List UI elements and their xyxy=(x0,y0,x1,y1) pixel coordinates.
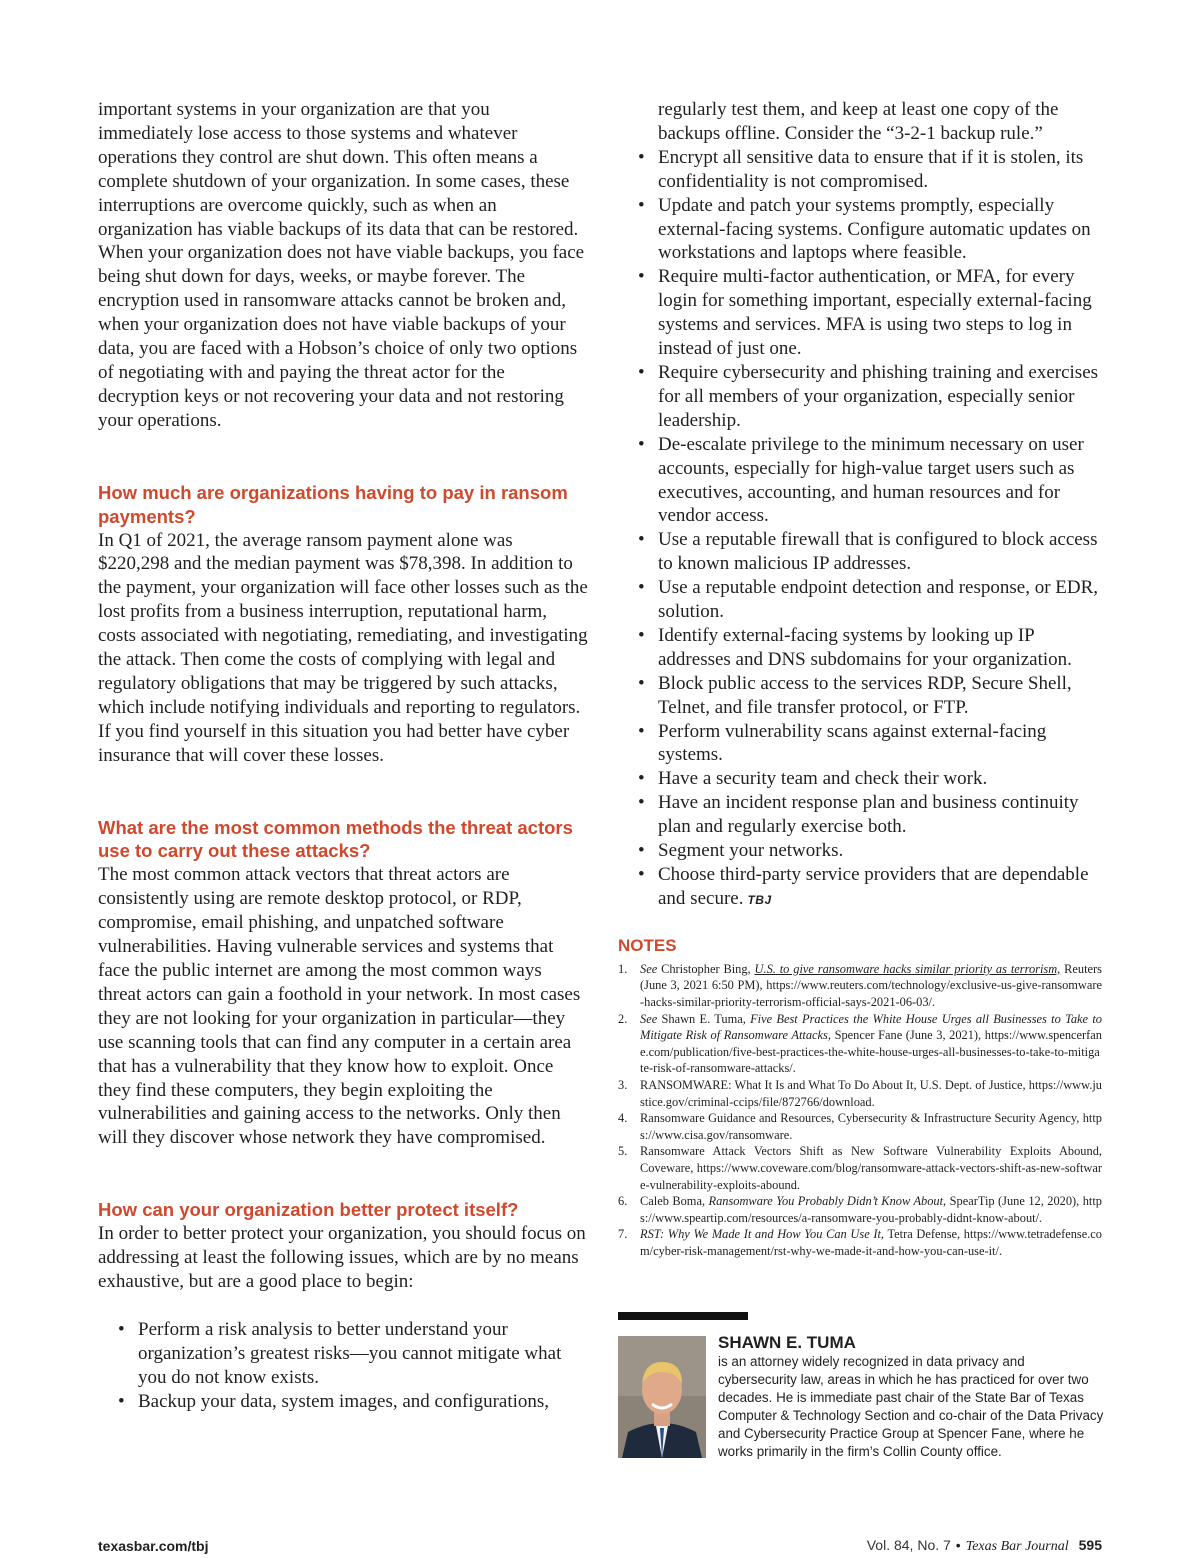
bullet-icon: • xyxy=(638,720,645,742)
note-link[interactable]: https://www.cisa.gov/ransomware. xyxy=(640,1111,1102,1142)
list-item: • Block public access to the services RDP, Secure Shell, Telnet, and file transfer protocol, or FTP. xyxy=(638,672,1072,718)
left-column xyxy=(98,98,588,1414)
author-bio: is an attorney widely recognized in data privacy and cybersecurity law, areas in which he has practiced for over two decades. He is immediate past chair of the State Bar of Texas Computer & Technology Section and co-chair of the Data Privacy and Cybersecurity Practice Group at Spencer Fane, where he works primarily in the firm’s Collin County office. xyxy=(718,1354,1104,1459)
list-item: • Choose third-party service providers that are dependable and secure. TBJ xyxy=(638,864,1089,909)
bullet-icon: • xyxy=(638,672,645,694)
section-heading-ransom-payments: How much are organizations having to pay in ransom payments? xyxy=(98,481,568,527)
list-item: • Perform a risk analysis to better understand your organization’s greatest risks—you cannot mitigate what you do not know exists. xyxy=(118,1318,562,1388)
footer-journal-title: Texas Bar Journal xyxy=(965,1539,1069,1554)
bullet-icon: • xyxy=(638,529,645,551)
note-item: 2. See Shawn E. Tuma, Five Best Practices the White House Urges all Businesses to Take to Mitigate Risk of Ransomware Attacks, Spencer Fane (June 3, 2021), https://www.spencerfane.com/publication/five-best-practices-the-white-house-urges-all-businesses-to-take-to-mitigate-risk-of-ransomware-attacks/. xyxy=(618,1011,1102,1076)
bullet-icon: • xyxy=(638,624,645,646)
note-item: 4. Ransomware Guidance and Resources, Cybersecurity & Infrastructure Security Agency, https://www.cisa.gov/ransomware. xyxy=(618,1111,1102,1142)
bullet-icon: • xyxy=(638,146,645,168)
ransom-payments-paragraph: In Q1 of 2021, the average ransom payment alone was $220,298 and the median payment was $78,398. In addition to the payment, your organization will face other losses such as the lost profits from a business interruption, reputational harm, costs associated with negotiating, remediating, and investigating the attack. Then come the costs of complying with legal and regulatory obligations that may be triggered by such attacks, which include notifying individuals and reporting to regulators. If you find yourself in this situation you had better have cyber insurance that will cover these losses. xyxy=(98,529,588,766)
bullet-icon: • xyxy=(638,194,645,216)
note-link[interactable]: https://www.speartip.com/resources/a-ransomware-you-probably-didnt-know-about/. xyxy=(640,1194,1102,1225)
note-item: 5. Ransomware Attack Vectors Shift as New Software Vulnerability Exploits Abound, Coveware, https://www.coveware.com/blog/ransomware-attack-vectors-shift-as-new-software-vulnerability-exploits-abound. xyxy=(618,1144,1102,1192)
page-number: 595 xyxy=(1078,1537,1102,1553)
note-link[interactable]: https://www.tetradefense.com/cyber-risk-management/rst-why-we-made-it-and-how-you-can-use-it/. xyxy=(640,1227,1102,1258)
list-item: • De-escalate privilege to the minimum necessary on user accounts, especially for high-value target users such as executives, accounting, and human resources and for vendor access. xyxy=(638,433,1084,527)
list-item: • Perform vulnerability scans against external-facing systems. xyxy=(638,720,1047,766)
notes-list xyxy=(618,961,1102,1260)
footer-issue-info xyxy=(867,1537,1102,1555)
note-link[interactable]: https://www.justice.gov/criminal-ccips/file/872766/download. xyxy=(640,1077,1102,1109)
footer-separator: • xyxy=(955,1537,961,1553)
note-item: 6. Caleb Boma, Ransomware You Probably Didn’t Know About, SpearTip (June 12, 2020), https://www.speartip.com/resources/a-ransomware-you-probably-didnt-know-about/. xyxy=(618,1194,1102,1225)
list-item: • Encrypt all sensitive data to ensure that if it is stolen, its confidentiality is not compromised. xyxy=(638,146,1084,192)
list-item: • Require multi-factor authentication, or MFA, for every login for something important, especially external-facing systems and services. MFA is using two steps to log in instead of just one. xyxy=(638,266,1092,360)
note-link[interactable]: https://www.coveware.com/blog/ransomware-attack-vectors-shift-as-new-software-vulnerability-exploits-abound. xyxy=(640,1160,1102,1192)
bullet-icon: • xyxy=(638,864,645,885)
author-divider-bar xyxy=(618,1312,748,1320)
list-item: • Identify external-facing systems by looking up IP addresses and DNS subdomains for your organization. xyxy=(638,624,1072,670)
list-item: • Have an incident response plan and business continuity plan and regularly exercise both. xyxy=(638,792,1079,838)
protection-paragraph: In order to better protect your organization, you should focus on addressing at least the following issues, which are by no means exhaustive, but are a good place to begin: xyxy=(98,1223,586,1292)
note-item: 7. RST: Why We Made It and How You Can Use It, Tetra Defense, https://www.tetradefense.com/cyber-risk-management/rst-why-we-made-it-and-how-you-can-use-it/. xyxy=(618,1227,1102,1258)
notes-title: NOTES xyxy=(618,935,677,955)
list-item-continuation: regularly test them, and keep at least one copy of the backups offline. Consider the “3-2-1 backup rule.” xyxy=(658,99,1059,144)
list-item: • Segment your networks. xyxy=(638,840,844,862)
bullet-icon: • xyxy=(638,433,645,455)
note-link[interactable]: https://www.spencerfane.com/publication/five-best-practices-the-white-house-urges-all-businesses-to-take-to-mitigate-risk-of-ransomware-attacks/. xyxy=(640,1028,1102,1076)
bullet-icon: • xyxy=(638,840,645,862)
tbj-end-mark: TBJ xyxy=(747,892,772,907)
list-item: • Update and patch your systems promptly, especially external-facing systems. Configure automatic updates on workstations and laptops where feasible. xyxy=(638,194,1091,264)
author-photo xyxy=(618,1336,706,1458)
footer-volume: Vol. 84, No. 7 xyxy=(866,1537,951,1553)
protection-bullet-list-left xyxy=(98,1318,588,1414)
footer-website-link[interactable]: texasbar.com/tbj xyxy=(98,1538,209,1554)
note-item: 1. See Christopher Bing, U.S. to give ransomware hacks similar priority as terrorism, Reuters (June 3, 2021 6:50 PM), https://www.reuters.com/technology/exclusive-us-give-ransomware-hacks-similar-priority-terrorism-official-says-2021-06-03/. xyxy=(618,961,1103,1009)
bullet-icon: • xyxy=(638,792,645,814)
list-item: • Have a security team and check their work. xyxy=(638,768,988,790)
bullet-icon: • xyxy=(118,1318,125,1340)
right-column xyxy=(618,98,1102,1260)
list-item: • Require cybersecurity and phishing training and exercises for all members of your organization, especially senior leadership. xyxy=(638,361,1099,431)
author-portrait-icon xyxy=(618,1336,706,1458)
section-heading-attack-methods: What are the most common methods the threat actors use to carry out these attacks? xyxy=(98,816,573,862)
list-item: • Use a reputable endpoint detection and response, or EDR, solution. xyxy=(638,577,1099,623)
bullet-icon: • xyxy=(118,1390,125,1412)
list-item: • Backup your data, system images, and configurations, xyxy=(118,1390,550,1412)
bullet-icon: • xyxy=(638,361,645,383)
intro-paragraph: important systems in your organization are that you immediately lose access to those systems and whatever operations they control are shut down. This often means a complete shutdown of your organization. In some cases, these interruptions are overcome quickly, such as when an organization has viable backups of its data that can be restored. When your organization does not have viable backups, you face being shut down for days, weeks, or maybe forever. The encryption used in ransomware attacks cannot be broken and, when your organization does not have viable backups of your data, you are faced with a Hobson’s choice of only two options of negotiating with and paying the threat actor for the decryption keys or not recovering your data and not restoring your operations. xyxy=(98,99,585,431)
section-heading-protection: How can your organization better protect itself? xyxy=(98,1199,519,1221)
note-item: 3. RANSOMWARE: What It Is and What To Do About It, U.S. Dept. of Justice, https://www.justice.gov/criminal-ccips/file/872766/download. xyxy=(618,1077,1102,1109)
protection-bullet-list-right xyxy=(618,98,1102,913)
note-link[interactable]: https://www.reuters.com/technology/exclusive-us-give-ransomware-hacks-similar-priority-terrorism-official-says-2021-06-03/. xyxy=(640,978,1102,1009)
bullet-icon: • xyxy=(638,577,645,599)
attack-methods-paragraph: The most common attack vectors that threat actors are consistently using are remote desktop protocol, or RDP, compromise, email phishing, and unpatched software vulnerabilities. Having vulnerable services and systems that face the public internet are among the most common ways threat actors can gain a foothold in your network. In most cases they are not looking for your organization in particular—they use scanning tools that can find any computer in a certain area that has a vulnerability that they know how to exploit. Once they find these computers, they begin exploiting the vulnerabilities and gaining access to the networks. Only then will they discover whose network they have compromised. xyxy=(98,864,581,1149)
bullet-icon: • xyxy=(638,768,645,790)
list-item: • Use a reputable firewall that is configured to block access to known malicious IP addresses. xyxy=(638,529,1098,575)
author-name: SHAWN E. TUMA xyxy=(718,1333,856,1352)
bullet-icon: • xyxy=(638,266,645,288)
